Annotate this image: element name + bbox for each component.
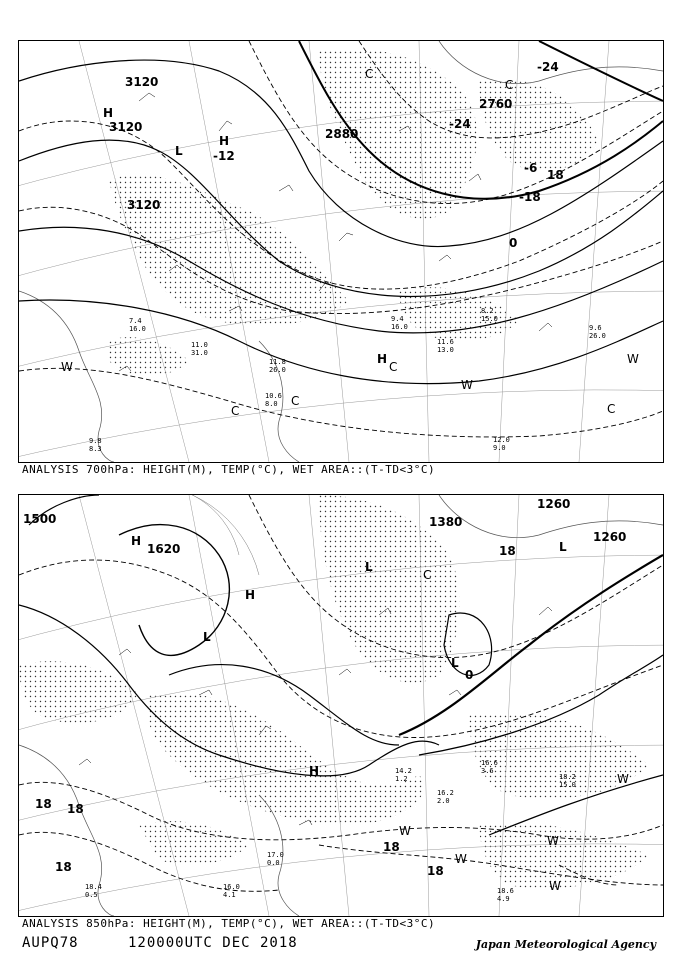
height-label: 3120 [125, 75, 159, 89]
low-center-symbol: L [365, 560, 373, 574]
isotherm-label: -18 [519, 190, 541, 204]
station-value: 11.0 [191, 341, 208, 349]
station-value: 16.6 [481, 759, 498, 767]
station-value: 14.2 [395, 767, 412, 775]
warm-center-symbol: W [549, 879, 561, 893]
station-value: 8.2 [481, 307, 494, 315]
station-value: 9.0 [493, 444, 506, 452]
cold-center-symbol: C [505, 78, 514, 92]
station-value: 3.6 [481, 767, 494, 775]
station-value: 16.0 [129, 325, 146, 333]
high-center-symbol: H [245, 588, 256, 602]
isotherm-label: -6 [524, 161, 538, 175]
panel-caption-700hpa: ANALYSIS 700hPa: HEIGHT(M), TEMP(°C), WET AREA::(T-TD<3°C) [22, 463, 436, 476]
wet-area-shading [19, 495, 649, 889]
isotherm-label: -12 [213, 149, 235, 163]
isotherm-label: 18 [67, 802, 84, 816]
isotherm-label: 0 [509, 236, 518, 250]
cold-center-symbol: C [423, 568, 432, 582]
cold-center-symbol: C [389, 360, 398, 374]
height-label: 1260 [593, 530, 627, 544]
isotherm-label: 18 [499, 544, 516, 558]
warm-center-symbol: W [617, 772, 629, 786]
warm-center-symbol: W [61, 360, 73, 374]
station-value: 26.0 [269, 366, 286, 374]
isotherm-label: 18 [55, 860, 72, 874]
station-value: 8.3 [89, 445, 102, 453]
isotherm-label: 18 [547, 168, 564, 182]
height-label: 1260 [537, 497, 571, 511]
station-value: 31.0 [191, 349, 208, 357]
map-panel-700hpa [18, 40, 664, 463]
isotherm-label: 18 [383, 840, 400, 854]
station-value: 16.0 [223, 883, 240, 891]
height-label: 3120 [109, 120, 143, 134]
station-value: 11.8 [269, 358, 286, 366]
agency-credit: Japan Meteorological Agency [475, 938, 656, 951]
product-code: AUPQ78 [22, 935, 79, 951]
warm-center-symbol: W [399, 824, 411, 838]
station-value: 0.5 [85, 891, 98, 899]
low-center-symbol: L [451, 656, 459, 670]
station-value: 15.0 [481, 315, 498, 323]
station-value: 4.9 [497, 895, 510, 903]
station-value: 10.6 [265, 392, 282, 400]
station-value: 0.0 [267, 859, 280, 867]
station-value: 18.4 [85, 883, 102, 891]
high-center-symbol: H [131, 534, 142, 548]
panel-caption-850hpa: ANALYSIS 850hPa: HEIGHT(M), TEMP(°C), WET AREA::(T-TD<3°C) [22, 917, 436, 930]
cold-center-symbol: C [291, 394, 300, 408]
high-center-symbol: H [103, 106, 114, 120]
warm-center-symbol: W [455, 852, 467, 866]
isotherm-label: 18 [427, 864, 444, 878]
height-label: 1620 [147, 542, 181, 556]
isotherm-label: 0 [465, 668, 474, 682]
isotherm-label: 18 [35, 797, 52, 811]
station-value: 9.8 [89, 437, 102, 445]
height-label: 2760 [479, 97, 513, 111]
station-value: 11.6 [437, 338, 454, 346]
station-value: 9.6 [589, 324, 602, 332]
station-value: 18.6 [497, 887, 514, 895]
high-center-symbol: H [309, 764, 320, 778]
warm-center-symbol: W [547, 834, 559, 848]
station-value: 1.2 [395, 775, 408, 783]
height-label: 2880 [325, 127, 359, 141]
map-panel-850hpa [18, 494, 664, 917]
station-value: 18.2 [559, 773, 576, 781]
station-value: 2.0 [437, 797, 450, 805]
station-value: 17.0 [267, 851, 284, 859]
station-value: 4.1 [223, 891, 236, 899]
low-center-symbol: L [175, 144, 183, 158]
map-850hpa-svg [19, 495, 663, 916]
station-value: 26.0 [589, 332, 606, 340]
valid-time: 120000UTC DEC 2018 [128, 935, 298, 951]
station-value: 9.4 [391, 315, 404, 323]
high-center-symbol: H [219, 134, 230, 148]
station-value: 15.0 [559, 781, 576, 789]
high-center-symbol: H [377, 352, 388, 366]
station-value: 16.0 [391, 323, 408, 331]
isotherm-label: -24 [449, 117, 471, 131]
cold-center-symbol: C [231, 404, 240, 418]
warm-center-symbol: W [627, 352, 639, 366]
height-label: 1380 [429, 515, 463, 529]
station-value: 7.4 [129, 317, 142, 325]
low-center-symbol: L [203, 630, 211, 644]
isotherm-label: -24 [537, 60, 559, 74]
station-value: 8.0 [265, 400, 278, 408]
cold-center-symbol: C [607, 402, 616, 416]
cold-center-symbol: C [365, 67, 374, 81]
map-700hpa-svg [19, 41, 663, 462]
station-value: 12.0 [493, 436, 510, 444]
station-value: 16.2 [437, 789, 454, 797]
warm-center-symbol: W [461, 378, 473, 392]
height-label: 1500 [23, 512, 57, 526]
low-center-symbol: L [559, 540, 567, 554]
station-value: 13.0 [437, 346, 454, 354]
height-label: 3120 [127, 198, 161, 212]
